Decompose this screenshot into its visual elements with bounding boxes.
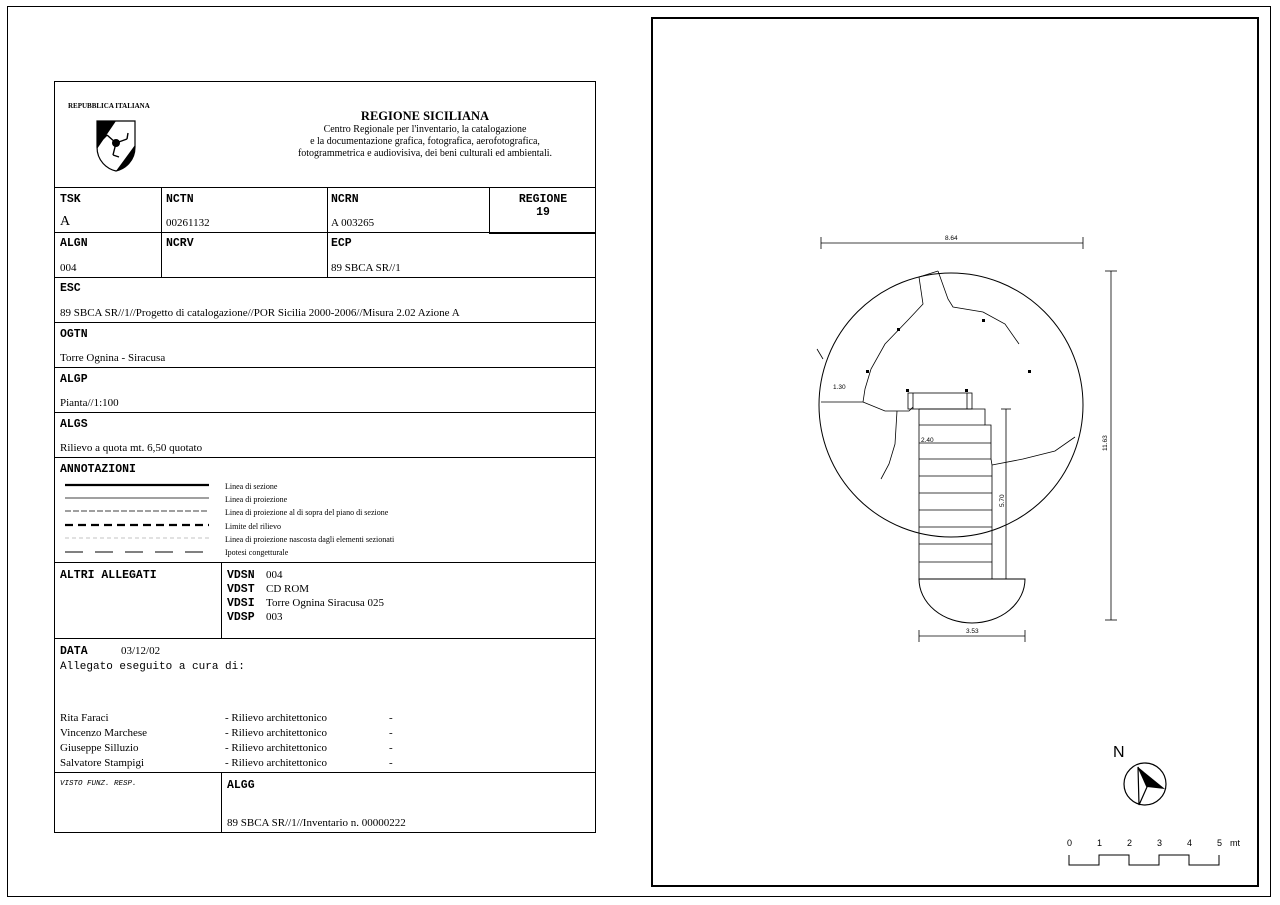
cell-algg [221,773,595,832]
person-mark: - [389,742,393,754]
ogtn-label: OGTN [60,328,88,341]
inner-wall [938,271,1019,344]
dim-stair-width: 2.40 [921,437,934,444]
cell-tsk [55,188,161,232]
esc-value: 89 SBCA SR//1//Progetto di catalogazione//POR Sicilia 2000-2006//Misura 2.02 Azione A [60,307,460,319]
row-allegati [55,563,595,639]
row-esc [55,278,595,323]
region-line-3: fotogrammetrica e audiovisiva, dei beni culturali ed ambientali. [297,148,553,159]
vdsp-value: 003 [266,611,283,623]
nctn-value: 00261132 [166,217,210,229]
person-name: Vincenzo Marchese [60,727,147,739]
vdsp-key: VDSP [227,611,255,624]
row-ogtn [55,323,595,368]
dim-stair [1001,409,1011,579]
inner-wall [863,402,913,411]
dim-width-label: 8.64 [945,235,958,242]
dim-stair-len: 5.70 [999,494,1006,507]
tsk-value: A [60,214,71,229]
dim-left-label: 1.30 [833,384,846,391]
algp-value: Pianta//1:100 [60,397,119,409]
vdst-value: CD ROM [266,583,310,595]
person-mark: - [389,757,393,769]
sicily-emblem [95,119,137,173]
legend-item: Linea di sezione [225,482,278,491]
person-role: - Rilievo architettonico [225,757,328,769]
person-role: - Rilievo architettonico [225,742,328,754]
tower-circle [819,273,1083,537]
tsk-label: TSK [60,193,81,206]
dim-height-label: 11.63 [1102,435,1109,451]
row-algs [55,413,595,458]
cell-ncrn [327,188,489,232]
algg-label: ALGG [227,779,255,792]
vdsn-value: 004 [266,569,283,581]
scale-unit: mt [1230,838,1240,848]
cell-regione [489,188,595,234]
legend-item: Linea di proiezione [225,495,288,504]
scale-tick: 0 [1067,838,1073,848]
legend-item: Limite del rilievo [225,522,281,531]
vdsi-value: Torre Ognina Siracusa 025 [266,597,385,609]
algg-value: 89 SBCA SR//1//Inventario n. 00000222 [227,817,406,829]
region-line-1: Centro Regionale per l'inventario, la catalogazione [323,124,527,135]
algp-label: ALGP [60,373,88,386]
ncrn-value: A 003265 [331,217,375,229]
cell-ecp [327,233,595,277]
cell-algn [55,233,161,277]
scale-tick: 1 [1097,838,1103,848]
bottom-apse [919,579,1025,623]
scale-tick: 2 [1127,838,1133,848]
region-title: REGIONE SICILIANA [360,109,490,123]
north-arrow-icon [1124,763,1166,805]
region-line-2: e la documentazione grafica, fotografica, aerofotografica, [310,136,540,147]
vdsn-key: VDSN [227,569,255,582]
ecp-label: ECP [331,237,352,250]
legend-item: Ipotesi congetturale [225,548,289,557]
scale-tick: 4 [1187,838,1193,848]
card-header [55,82,595,188]
scale-tick: 5 [1217,838,1223,848]
inner-wall [881,411,897,479]
cell-ncrv [161,233,327,277]
cell-visto [55,773,221,832]
data-date: 03/12/02 [121,645,161,657]
row-algp [55,368,595,413]
cell-allegati-label [55,563,221,638]
row-tsk [55,188,595,233]
person-mark: - [389,727,393,739]
person-role: - Rilievo architettonico [225,712,328,724]
ecp-value: 89 SBCA SR//1 [331,262,401,274]
vdst-key: VDST [227,583,255,596]
row-annotazioni [55,458,595,563]
regione-label: REGIONE [518,193,568,206]
data-intro: Allegato eseguito a cura di: [60,661,245,673]
ogtn-value: Torre Ognina - Siracusa [60,352,166,364]
algs-value: Rilievo a quota mt. 6,50 quotato [60,442,203,454]
visto-label: VISTO FUNZ. RESP. [60,780,137,788]
person-mark: - [389,712,393,724]
row-algn [55,233,595,278]
annotazioni-label: ANNOTAZIONI [60,463,136,476]
algs-label: ALGS [60,418,88,431]
legend-item: Linea di proiezione nascosta dagli elementi sezionati [225,535,395,544]
esc-label: ESC [60,282,81,295]
staircase [919,409,992,579]
allegati-label: ALTRI ALLEGATI [60,569,157,582]
republic-label: REPUBBLICA ITALIANA [68,102,150,110]
nctn-label: NCTN [166,193,194,206]
dim-bottom-label: 3.53 [966,628,979,635]
row-footer [55,773,595,832]
stair-landing [908,393,972,409]
north-label: N [1113,744,1125,761]
scale-tick: 3 [1157,838,1163,848]
row-data [55,639,595,773]
cell-allegati-items [221,563,595,638]
catalog-card [54,81,596,833]
regione-value: 19 [536,206,550,219]
algn-value: 004 [60,262,77,274]
person-name: Salvatore Stampigi [60,757,145,769]
ncrv-label: NCRV [166,237,194,250]
legend-item: Linea di proiezione al di sopra del piano di sezione [225,508,389,517]
inner-wall [992,437,1075,465]
algn-label: ALGN [60,237,88,250]
vdsi-key: VDSI [227,597,255,610]
person-name: Rita Faraci [60,712,109,724]
data-label: DATA [60,645,88,658]
ncrn-label: NCRN [331,193,359,206]
person-name: Giuseppe Silluzio [60,742,139,754]
cell-nctn [161,188,327,232]
person-role: - Rilievo architettonico [225,727,328,739]
scale-bar-icon [1069,855,1219,865]
legend-lines [63,480,213,560]
drawing-frame [651,17,1259,887]
tower-plan [653,19,1257,885]
